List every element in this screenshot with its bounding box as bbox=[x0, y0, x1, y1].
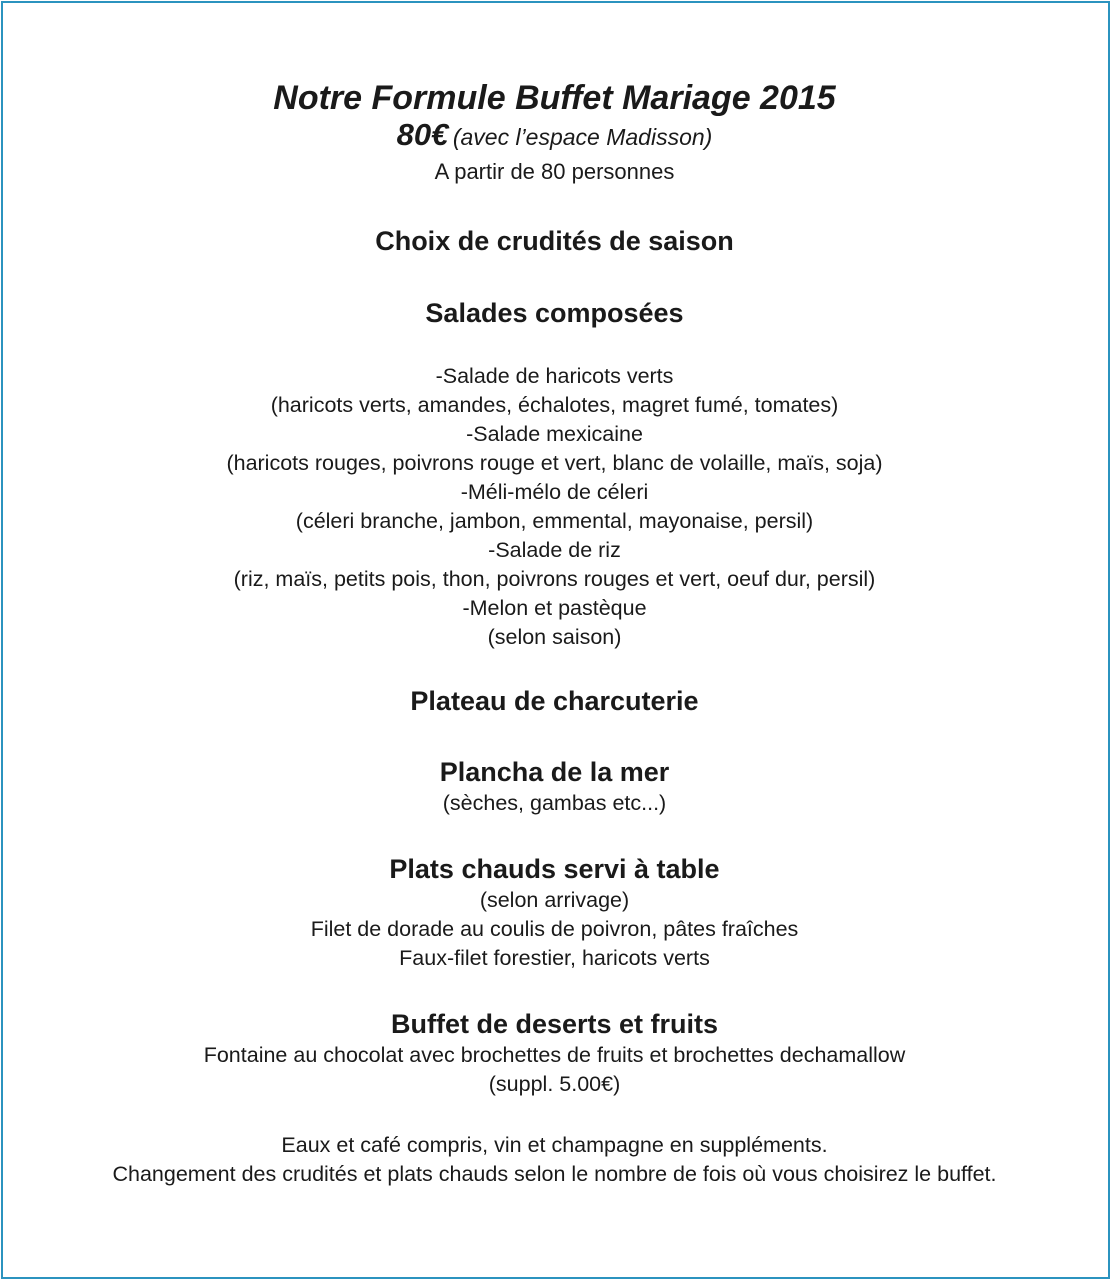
list-item: (céleri branche, jambon, emmental, mayonaise, persil) bbox=[295, 509, 814, 533]
section-heading-salades: Salades composées bbox=[425, 298, 684, 328]
list-item: (selon arrivage) bbox=[479, 888, 630, 912]
list-item: Filet de dorade au coulis de poivron, pâtes fraîches bbox=[310, 917, 799, 941]
section-heading-plats: Plats chauds servi à table bbox=[389, 854, 720, 884]
salades-list bbox=[0, 362, 1109, 652]
list-item: (riz, maïs, petits pois, thon, poivrons rouges et vert, oeuf dur, persil) bbox=[233, 567, 876, 591]
list-item: (haricots verts, amandes, échalotes, magret fumé, tomates) bbox=[270, 393, 839, 417]
section-heading-buffet: Buffet de deserts et fruits bbox=[390, 1009, 719, 1039]
menu-title: Notre Formule Buffet Mariage 2015 bbox=[273, 79, 836, 117]
footer-line: Changement des crudités et plats chauds selon le nombre de fois où vous choisirez le buffet. bbox=[112, 1162, 997, 1186]
list-item: Faux-filet forestier, haricots verts bbox=[399, 946, 710, 970]
price: 80€ bbox=[396, 117, 449, 152]
section-heading-charcuterie: Plateau de charcuterie bbox=[410, 686, 699, 716]
min-guests: A partir de 80 personnes bbox=[434, 159, 675, 184]
list-item: -Salade de haricots verts bbox=[435, 364, 674, 388]
list-item: (selon saison) bbox=[487, 625, 622, 649]
list-item: -Salade de riz bbox=[488, 538, 621, 562]
list-item: Fontaine au chocolat avec brochettes de fruits et brochettes dechamallow bbox=[203, 1043, 906, 1067]
list-item: -Salade mexicaine bbox=[466, 422, 643, 446]
price-note: (avec l’espace Madisson) bbox=[452, 124, 713, 150]
list-item: -Melon et pastèque bbox=[462, 596, 647, 620]
footer-notes bbox=[0, 1131, 1109, 1189]
price-line bbox=[0, 118, 1109, 158]
section-heading-crudites: Choix de crudités de saison bbox=[375, 226, 734, 256]
list-item: -Méli-mélo de céleri bbox=[460, 480, 649, 504]
menu-document bbox=[0, 78, 1109, 1189]
footer-line: Eaux et café compris, vin et champagne en suppléments. bbox=[281, 1133, 828, 1157]
section-heading-plancha: Plancha de la mer bbox=[439, 757, 670, 787]
list-item: (suppl. 5.00€) bbox=[488, 1072, 621, 1096]
list-item: (haricots rouges, poivrons rouge et vert, blanc de volaille, maïs, soja) bbox=[226, 451, 883, 475]
list-item: (sèches, gambas etc...) bbox=[442, 791, 667, 815]
